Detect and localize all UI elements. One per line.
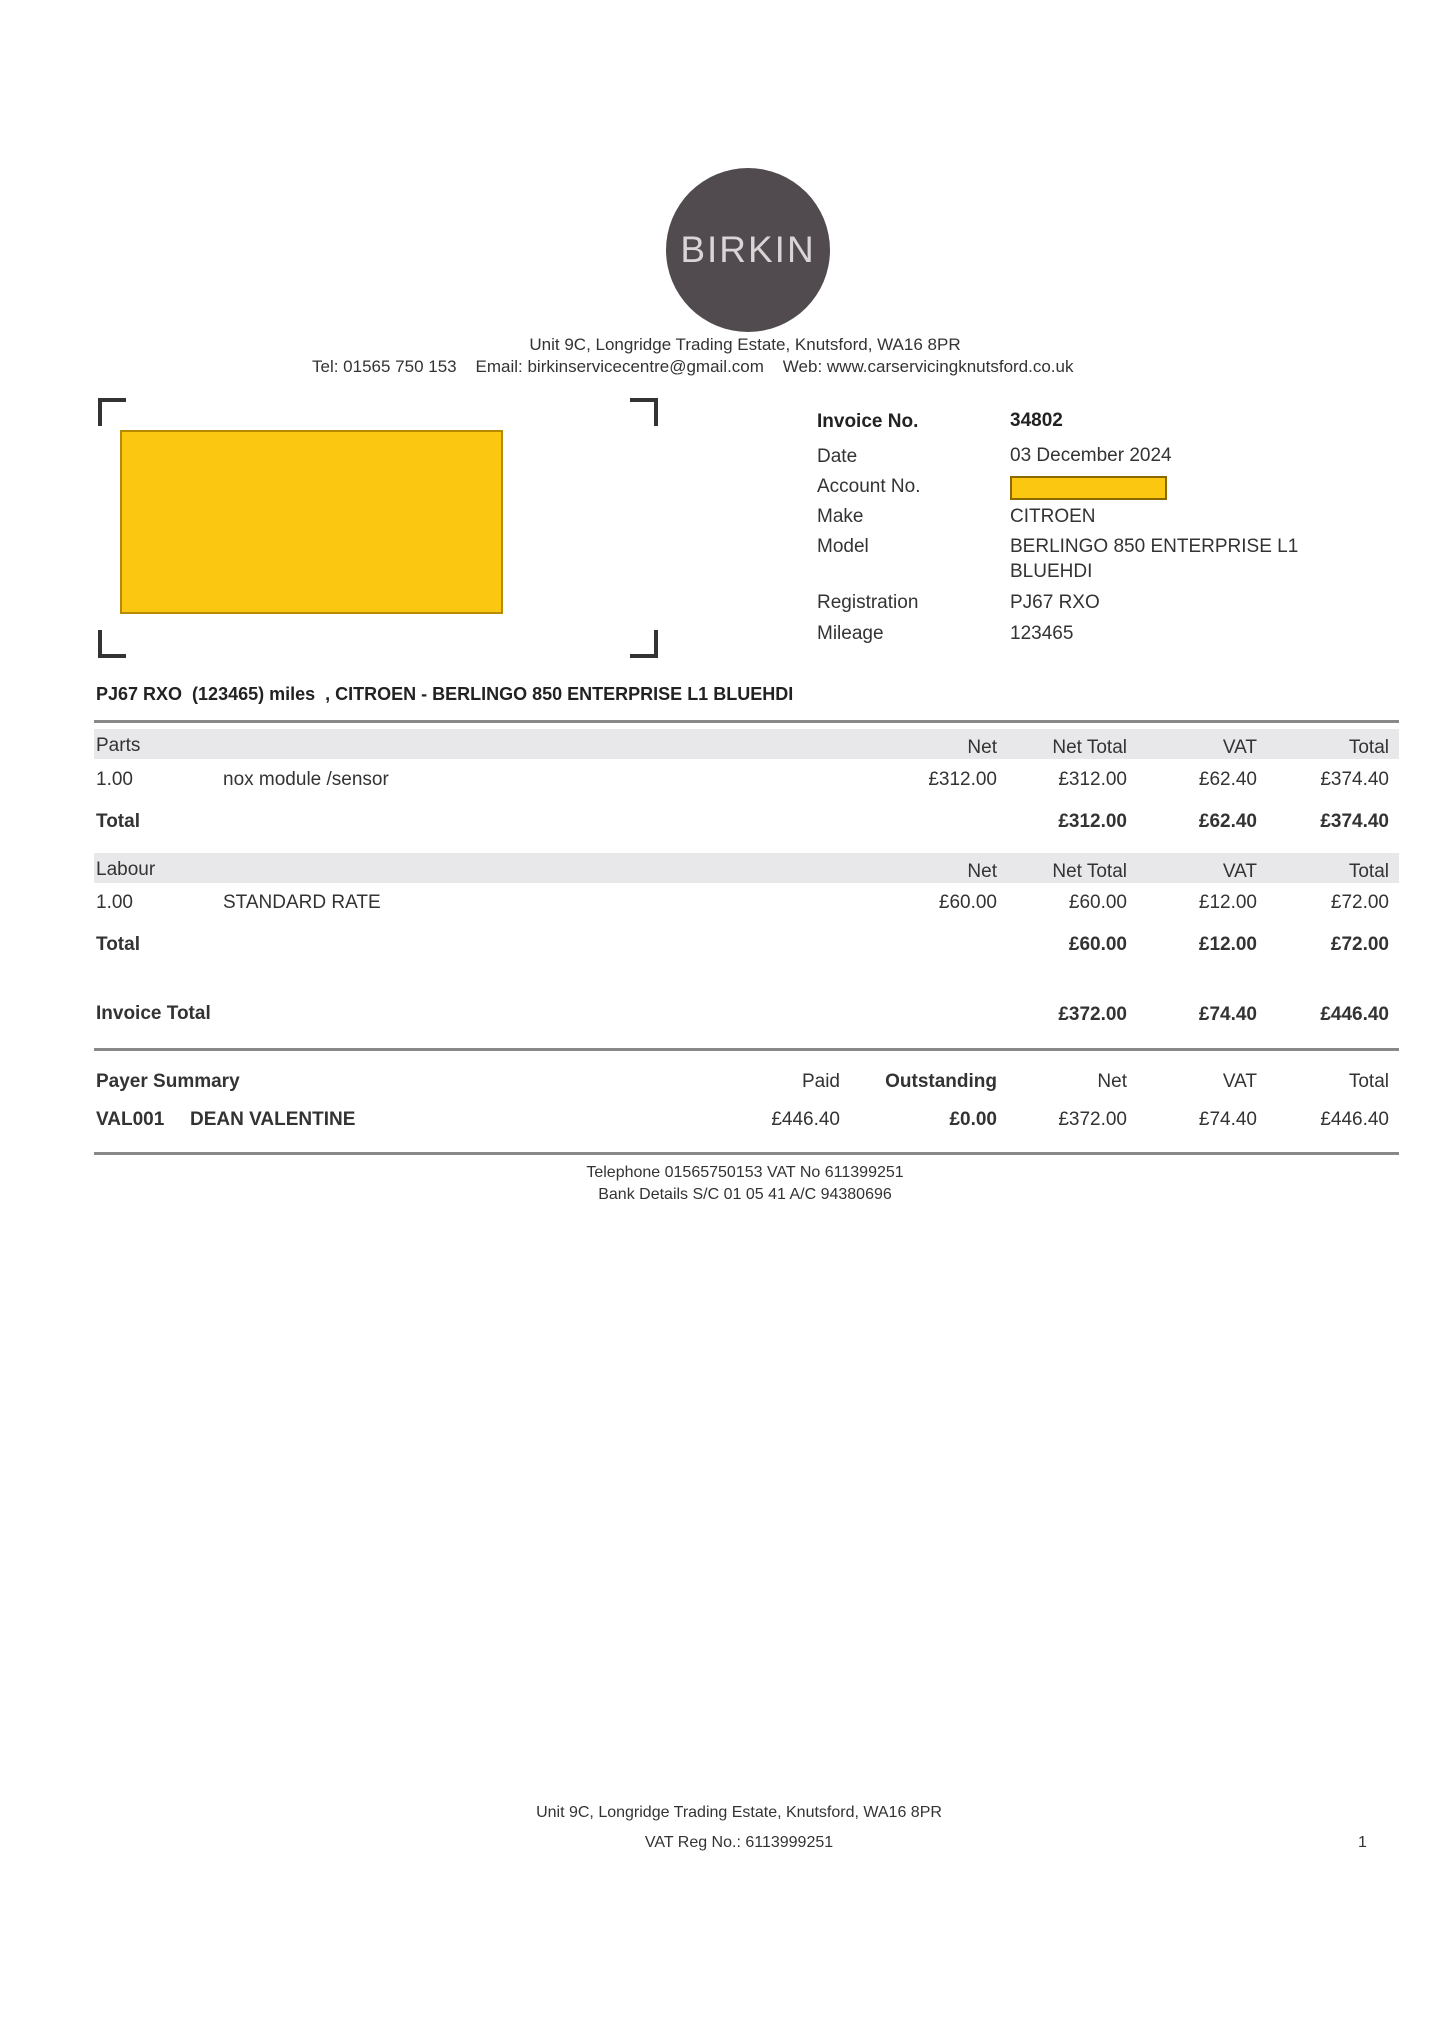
model-value-line2: BLUEHDI: [1010, 561, 1093, 582]
mileage-value: 123465: [1010, 623, 1074, 644]
model-label: Model: [817, 536, 869, 557]
labour-row-desc: STANDARD RATE: [223, 892, 381, 913]
labour-col-net: Net: [967, 861, 997, 882]
redacted-customer-address: [120, 430, 503, 614]
registration-value: PJ67 RXO: [1010, 592, 1100, 613]
make-label: Make: [817, 506, 864, 527]
labour-heading: Labour: [96, 859, 156, 880]
parts-row-desc: nox module /sensor: [223, 769, 389, 790]
page-footer-vat-reg: VAT Reg No.: 6113999251: [644, 1834, 834, 1851]
payer-total: £446.40: [1320, 1109, 1389, 1130]
company-address: Unit 9C, Longridge Trading Estate, Knutsford, WA16 8PR: [529, 335, 961, 354]
registration-label: Registration: [817, 592, 919, 613]
parts-row-vat: £62.40: [1198, 769, 1257, 790]
redacted-account-no: [1010, 476, 1167, 500]
birkin-logo: [666, 168, 830, 332]
labour-row-net: £60.00: [938, 892, 997, 913]
parts-total-total: £374.40: [1320, 811, 1389, 832]
labour-col-total: Total: [1348, 861, 1389, 882]
invoice-no-label: Invoice No.: [817, 411, 919, 432]
page-footer-address: Unit 9C, Longridge Trading Estate, Knutsford, WA16 8PR: [536, 1804, 942, 1821]
labour-row-total: £72.00: [1330, 892, 1389, 913]
payer-col-outstanding: Outstanding: [885, 1071, 997, 1092]
parts-heading: Parts: [96, 735, 141, 756]
page-number: 1: [1358, 1834, 1367, 1851]
labour-total-total: £72.00: [1330, 934, 1389, 955]
labour-col-vat: VAT: [1222, 861, 1257, 882]
labour-row-vat: £12.00: [1198, 892, 1257, 913]
parts-total-label: Total: [96, 811, 140, 832]
labour-total-vat: £12.00: [1198, 934, 1257, 955]
logo-text: BIRKIN: [680, 229, 816, 270]
labour-col-net-total: Net Total: [1052, 861, 1127, 882]
footer-telephone-vat: Telephone 01565750153 VAT No 611399251: [586, 1164, 904, 1181]
vehicle-summary-line: PJ67 RXO (123465) miles , CITROEN - BERLINGO 850 ENTERPRISE L1 BLUEHDI: [96, 684, 794, 704]
payer-summary-heading: Payer Summary: [96, 1071, 240, 1092]
payer-col-net: Net: [1097, 1071, 1127, 1092]
model-value: BERLINGO 850 ENTERPRISE L1: [1010, 536, 1299, 557]
parts-row-qty: 1.00: [96, 769, 133, 790]
payer-net: £372.00: [1058, 1109, 1127, 1130]
parts-col-total: Total: [1348, 737, 1389, 758]
corner-mark-bottom-right: [630, 630, 658, 658]
account-no-label: Account No.: [817, 476, 921, 497]
divider: [94, 1152, 1399, 1155]
corner-mark-top-left: [98, 398, 126, 426]
parts-total-vat: £62.40: [1198, 811, 1257, 832]
date-value: 03 December 2024: [1010, 445, 1172, 466]
invoice-total-total: £446.40: [1320, 1004, 1389, 1025]
payer-outstanding: £0.00: [949, 1109, 997, 1130]
parts-col-vat: VAT: [1222, 737, 1257, 758]
divider: [94, 1048, 1399, 1051]
make-value: CITROEN: [1010, 506, 1096, 527]
parts-row-total: £374.40: [1320, 769, 1389, 790]
payer-paid: £446.40: [771, 1109, 840, 1130]
date-label: Date: [817, 446, 858, 467]
payer-col-paid: Paid: [801, 1071, 840, 1092]
payer-col-vat: VAT: [1222, 1071, 1257, 1092]
corner-mark-bottom-left: [98, 630, 126, 658]
invoice-no-value: 34802: [1010, 410, 1063, 431]
mileage-label: Mileage: [817, 623, 884, 644]
payer-name: DEAN VALENTINE: [190, 1109, 356, 1130]
corner-mark-top-right: [630, 398, 658, 426]
parts-col-net-total: Net Total: [1052, 737, 1127, 758]
invoice-total-net: £372.00: [1058, 1004, 1127, 1025]
invoice-total-label: Invoice Total: [96, 1003, 211, 1024]
labour-total-label: Total: [96, 934, 140, 955]
parts-row-net-total: £312.00: [1058, 769, 1127, 790]
labour-row-net-total: £60.00: [1068, 892, 1127, 913]
labour-total-net: £60.00: [1068, 934, 1127, 955]
divider: [94, 720, 1399, 723]
payer-vat: £74.40: [1198, 1109, 1257, 1130]
invoice-total-vat: £74.40: [1198, 1004, 1257, 1025]
payer-code: VAL001: [96, 1109, 165, 1130]
parts-total-net: £312.00: [1058, 811, 1127, 832]
labour-row-qty: 1.00: [96, 892, 133, 913]
company-contact: Tel: 01565 750 153 Email: birkinservicecentre@gmail.com Web: www.carservicingknutsford.co.uk: [312, 357, 1074, 376]
parts-col-net: Net: [967, 737, 997, 758]
parts-row-net: £312.00: [928, 769, 997, 790]
payer-col-total: Total: [1348, 1071, 1389, 1092]
footer-bank-details: Bank Details S/C 01 05 41 A/C 94380696: [598, 1186, 892, 1203]
